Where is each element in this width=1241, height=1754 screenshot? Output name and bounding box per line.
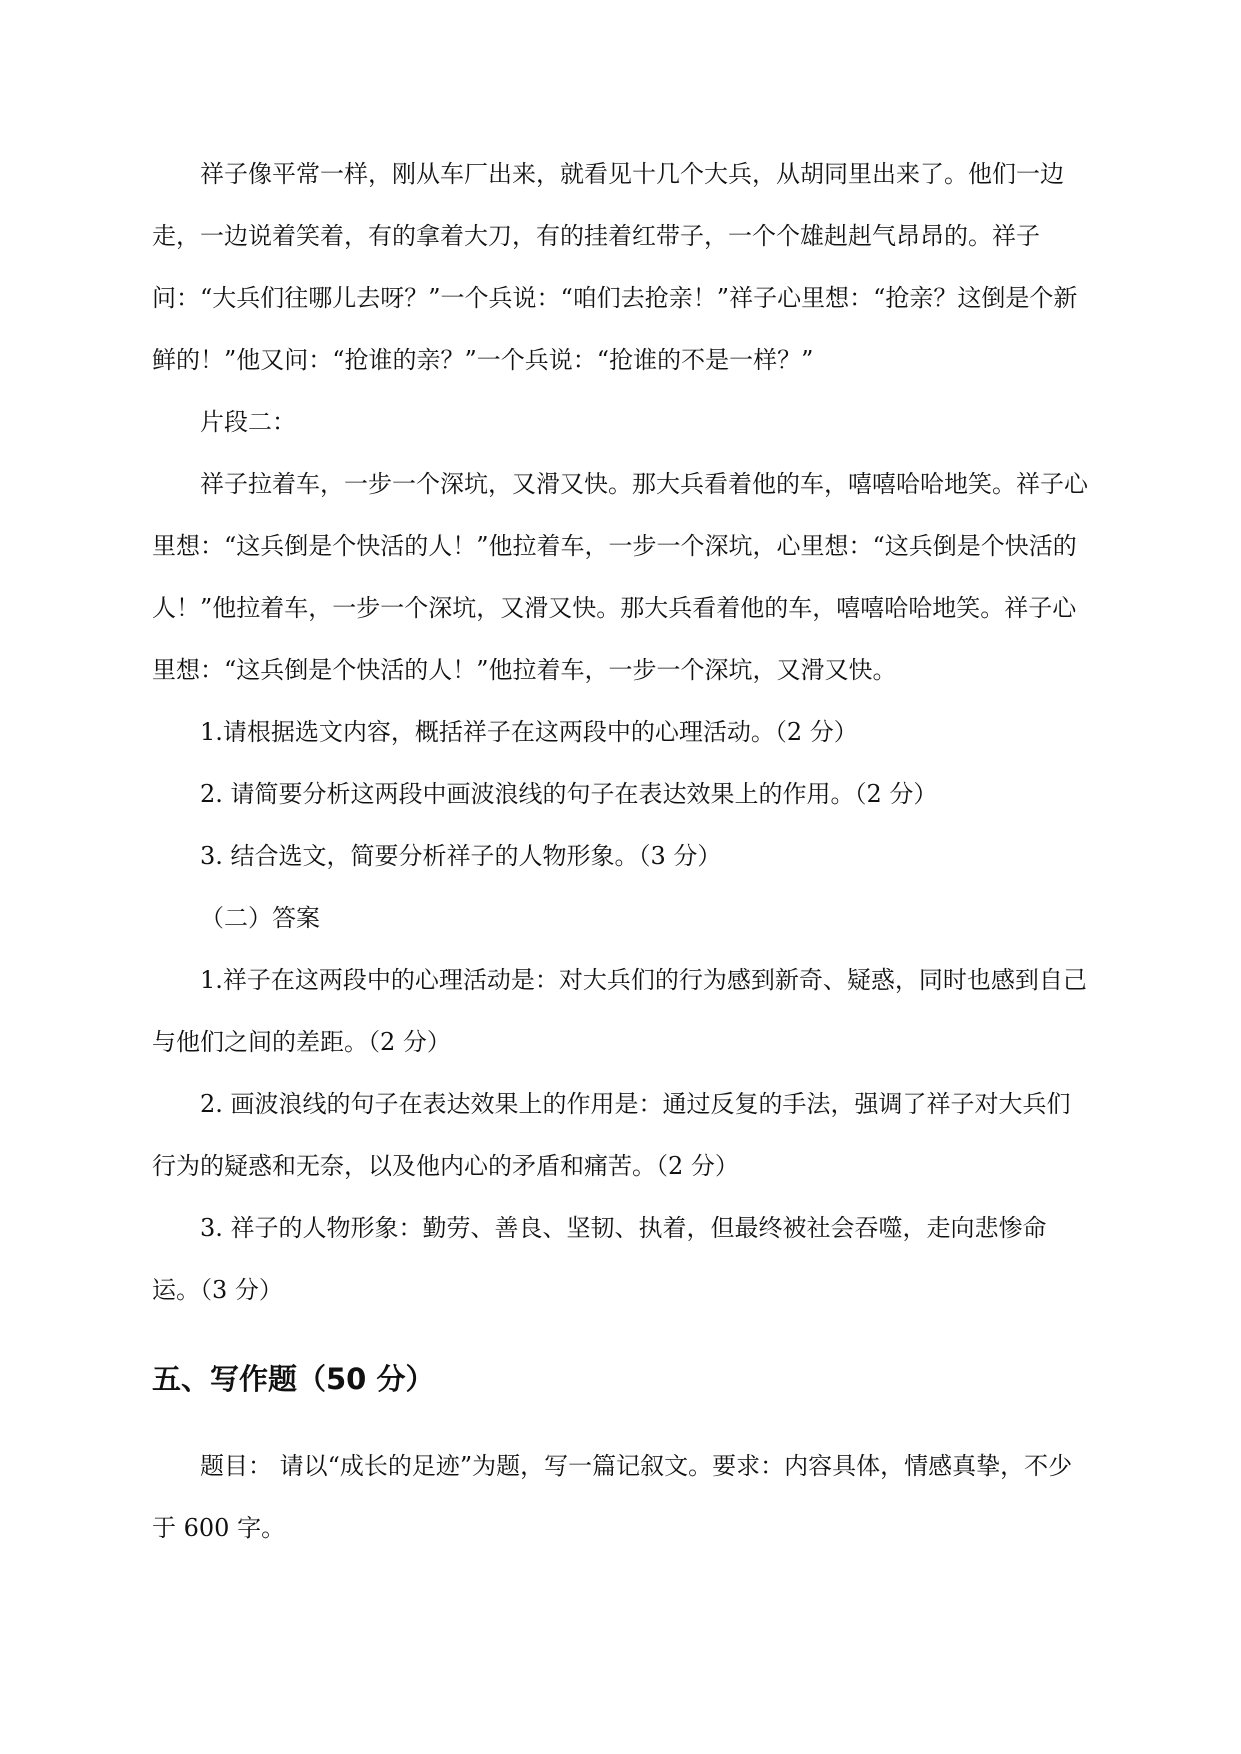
- section-5-heading: 五、写作题（50 分）: [152, 1362, 435, 1396]
- answer-2: 2. 画波浪线的句子在表达效果上的作用是：通过反复的手法，强调了祥子对大兵们行为的疑惑和无奈，以及他内心的矛盾和痛苦。（2 分）: [152, 1090, 1071, 1180]
- question-3: 3. 结合选文，简要分析祥子的人物形象。（3 分）: [200, 842, 722, 870]
- answer-3: 3. 祥子的人物形象：勤劳、善良、坚韧、执着，但最终被社会吞噬，走向悲惨命运。（3 分）: [152, 1214, 1047, 1304]
- passage-paragraph-2: 祥子拉着车，一步一个深坑，又滑又快。那大兵看着他的车，嘻嘻哈哈地笑。祥子心里想：“这兵倒是个快活的人！”他拉着车，一步一个深坑，心里想：“这兵倒是个快活的人！”他拉着车，一步一个深坑，又滑又快。那大兵看着他的车，嘻嘻哈哈地笑。祥子心里想：“这兵倒是个快活的人！”他拉着车，一步一个深坑，又滑又快。: [152, 470, 1088, 684]
- passage-paragraph-1: 祥子像平常一样，刚从车厂出来，就看见十几个大兵，从胡同里出来了。他们一边走，一边说着笑着，有的拿着大刀，有的挂着红带子，一个个雄赳赳气昂昂的。祥子问：“大兵们往哪儿去呀？”一个兵说：“咱们去抢亲！”祥子心里想：“抢亲？这倒是个新鲜的！”他又问：“抢谁的亲？”一个兵说：“抢谁的不是一样？”: [152, 160, 1078, 374]
- question-2: 2. 请简要分析这两段中画波浪线的句子在表达效果上的作用。（2 分）: [200, 780, 938, 808]
- question-1: 1.请根据选文内容，概括祥子在这两段中的心理活动。（2 分）: [200, 718, 858, 746]
- writing-prompt: 题目： 请以“成长的足迹”为题，写一篇记叙文。要求：内容具体，情感真挚，不少于 600 字。: [152, 1452, 1073, 1542]
- document-content: [152, 143, 1092, 1559]
- answer-1: 1.祥子在这两段中的心理活动是：对大兵们的行为感到新奇、疑惑，同时也感到自己与他们之间的差距。（2 分）: [152, 966, 1087, 1056]
- fragment-2-label: 片段二：: [200, 408, 296, 436]
- answers-label: （二）答案: [200, 904, 320, 932]
